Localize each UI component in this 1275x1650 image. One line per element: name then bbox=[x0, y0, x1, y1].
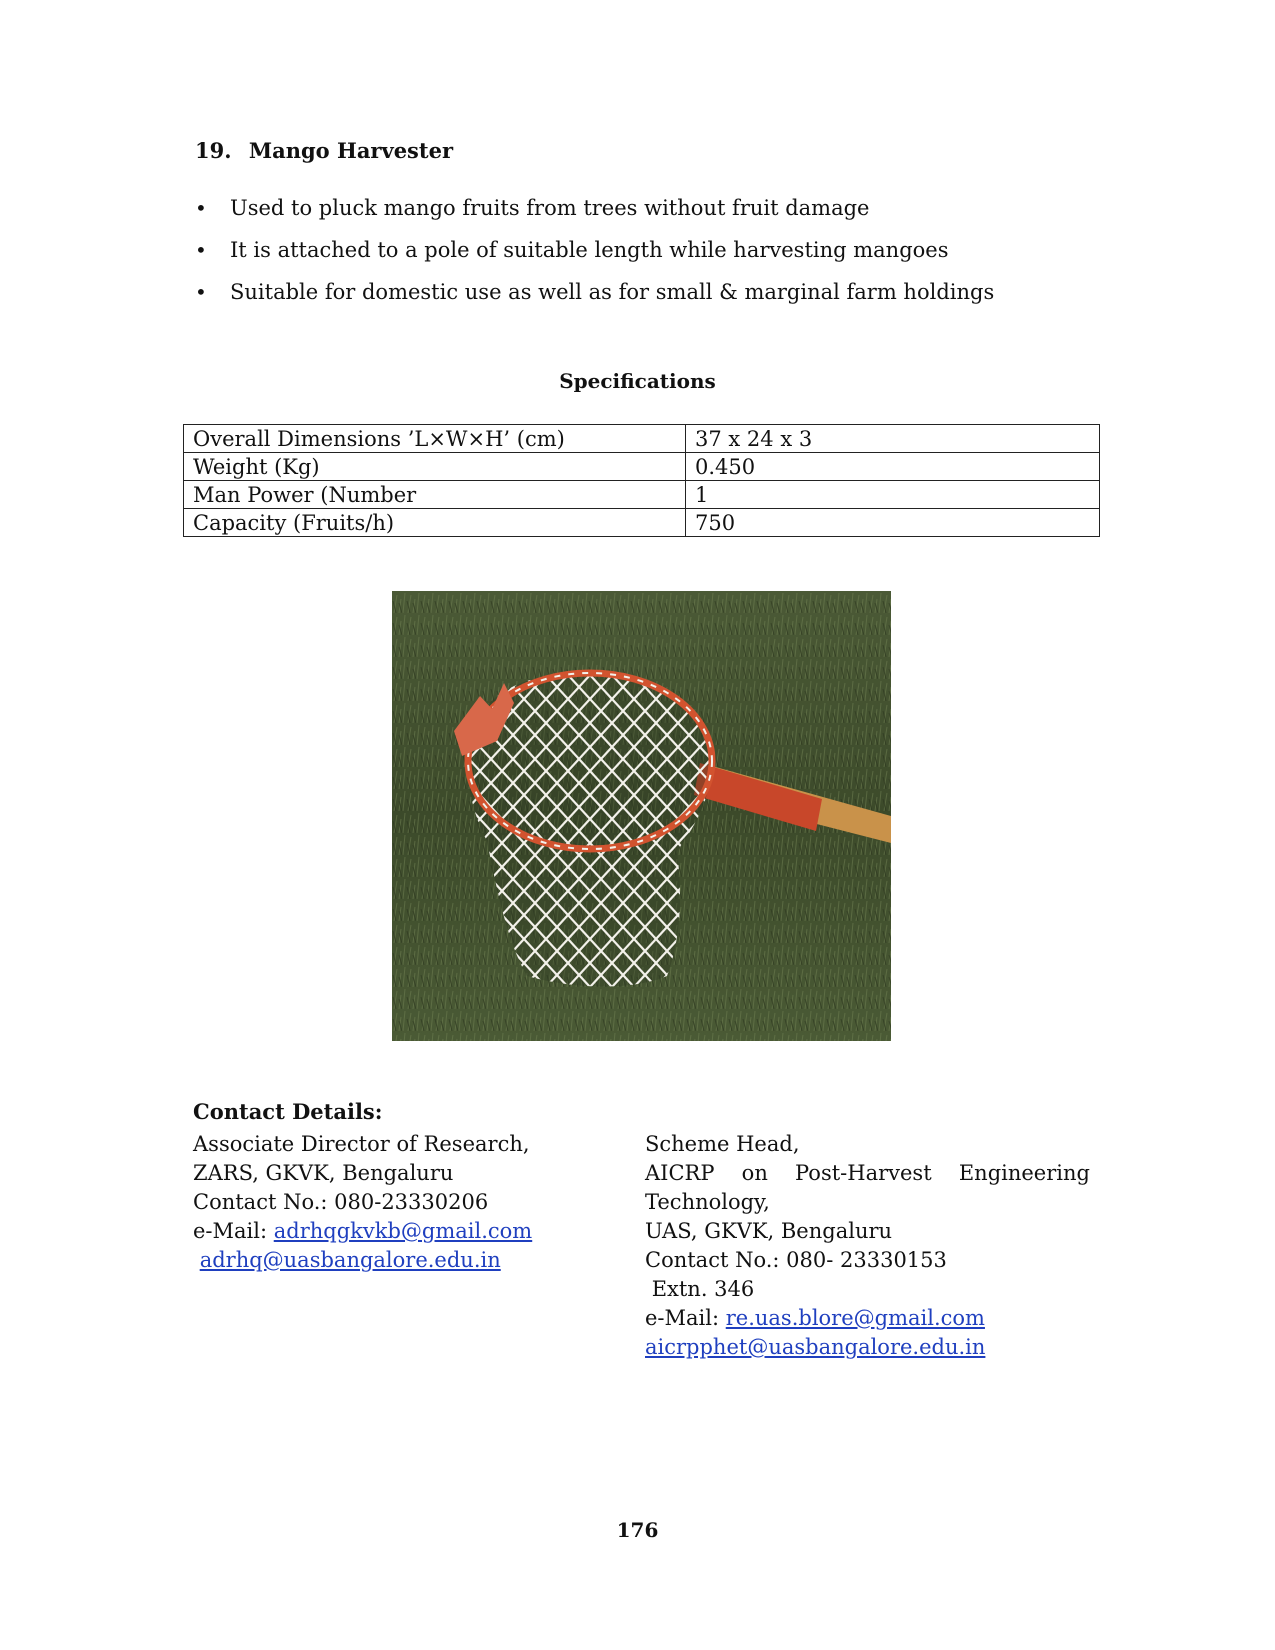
table-row bbox=[184, 481, 1100, 509]
page-number: 176 bbox=[616, 1518, 659, 1542]
specifications-title: Specifications bbox=[559, 369, 716, 393]
mango-harvester-photo bbox=[392, 591, 891, 1041]
contact-line: Scheme Head, bbox=[645, 1132, 800, 1156]
email-link[interactable]: aicrpphet@uasbangalore.edu.in bbox=[645, 1335, 986, 1359]
contact-line: Technology, bbox=[645, 1190, 770, 1214]
table-row bbox=[184, 453, 1100, 481]
spec-label: Weight (Kg) bbox=[184, 453, 686, 481]
table-row bbox=[184, 509, 1100, 537]
bullet-icon: • bbox=[195, 280, 207, 304]
contact-line: AICRP on Post-Harvest Engineering bbox=[645, 1161, 1090, 1185]
contact-phone: Contact No.: 080- 23330153 bbox=[645, 1248, 947, 1272]
contact-line: ZARS, GKVK, Bengaluru bbox=[193, 1161, 454, 1185]
spec-label: Overall Dimensions ’L×W×H’ (cm) bbox=[184, 425, 686, 453]
section-title: Mango Harvester bbox=[248, 138, 454, 163]
contact-line: UAS, GKVK, Bengaluru bbox=[645, 1219, 893, 1243]
bullet-icon: • bbox=[195, 196, 207, 220]
contact-email-line: e-Mail: adrhqgkvkb@gmail.com bbox=[193, 1219, 533, 1243]
list-item: • Suitable for domestic use as well as for small & marginal farm holdings bbox=[195, 280, 995, 304]
feature-list bbox=[195, 196, 994, 322]
spec-value: 1 bbox=[686, 481, 1100, 509]
spec-label: Capacity (Fruits/h) bbox=[184, 509, 686, 537]
email-link[interactable]: adrhqgkvkb@gmail.com bbox=[273, 1219, 533, 1243]
list-item: • It is attached to a pole of suitable length while harvesting mangoes bbox=[195, 238, 949, 262]
contact-email-line bbox=[645, 1333, 1090, 1362]
contact-details-title: Contact Details: bbox=[193, 1099, 383, 1124]
spec-label: Man Power (Number bbox=[184, 481, 686, 509]
contact-extension: Extn. 346 bbox=[651, 1277, 755, 1301]
contact-right-column bbox=[645, 1130, 1090, 1362]
list-item: • Used to pluck mango fruits from trees without fruit damage bbox=[195, 196, 870, 220]
section-heading bbox=[195, 138, 453, 163]
spec-value: 750 bbox=[686, 509, 1100, 537]
spec-value: 37 x 24 x 3 bbox=[686, 425, 1100, 453]
specifications-table bbox=[183, 424, 1100, 537]
mango-harvester-net-icon bbox=[392, 591, 891, 1041]
contact-email-line: e-Mail: re.uas.blore@gmail.com bbox=[645, 1306, 985, 1330]
contact-phone: Contact No.: 080-23330206 bbox=[193, 1190, 489, 1214]
email-link[interactable]: re.uas.blore@gmail.com bbox=[725, 1306, 985, 1330]
email-link[interactable]: adrhq@uasbangalore.edu.in bbox=[199, 1248, 501, 1272]
spec-value: 0.450 bbox=[686, 453, 1100, 481]
section-number: 19. bbox=[195, 138, 232, 163]
bullet-icon: • bbox=[195, 238, 207, 262]
contact-left-column bbox=[193, 1130, 603, 1275]
contact-line: Associate Director of Research, bbox=[193, 1132, 530, 1156]
table-row bbox=[184, 425, 1100, 453]
contact-email-line bbox=[193, 1246, 603, 1275]
